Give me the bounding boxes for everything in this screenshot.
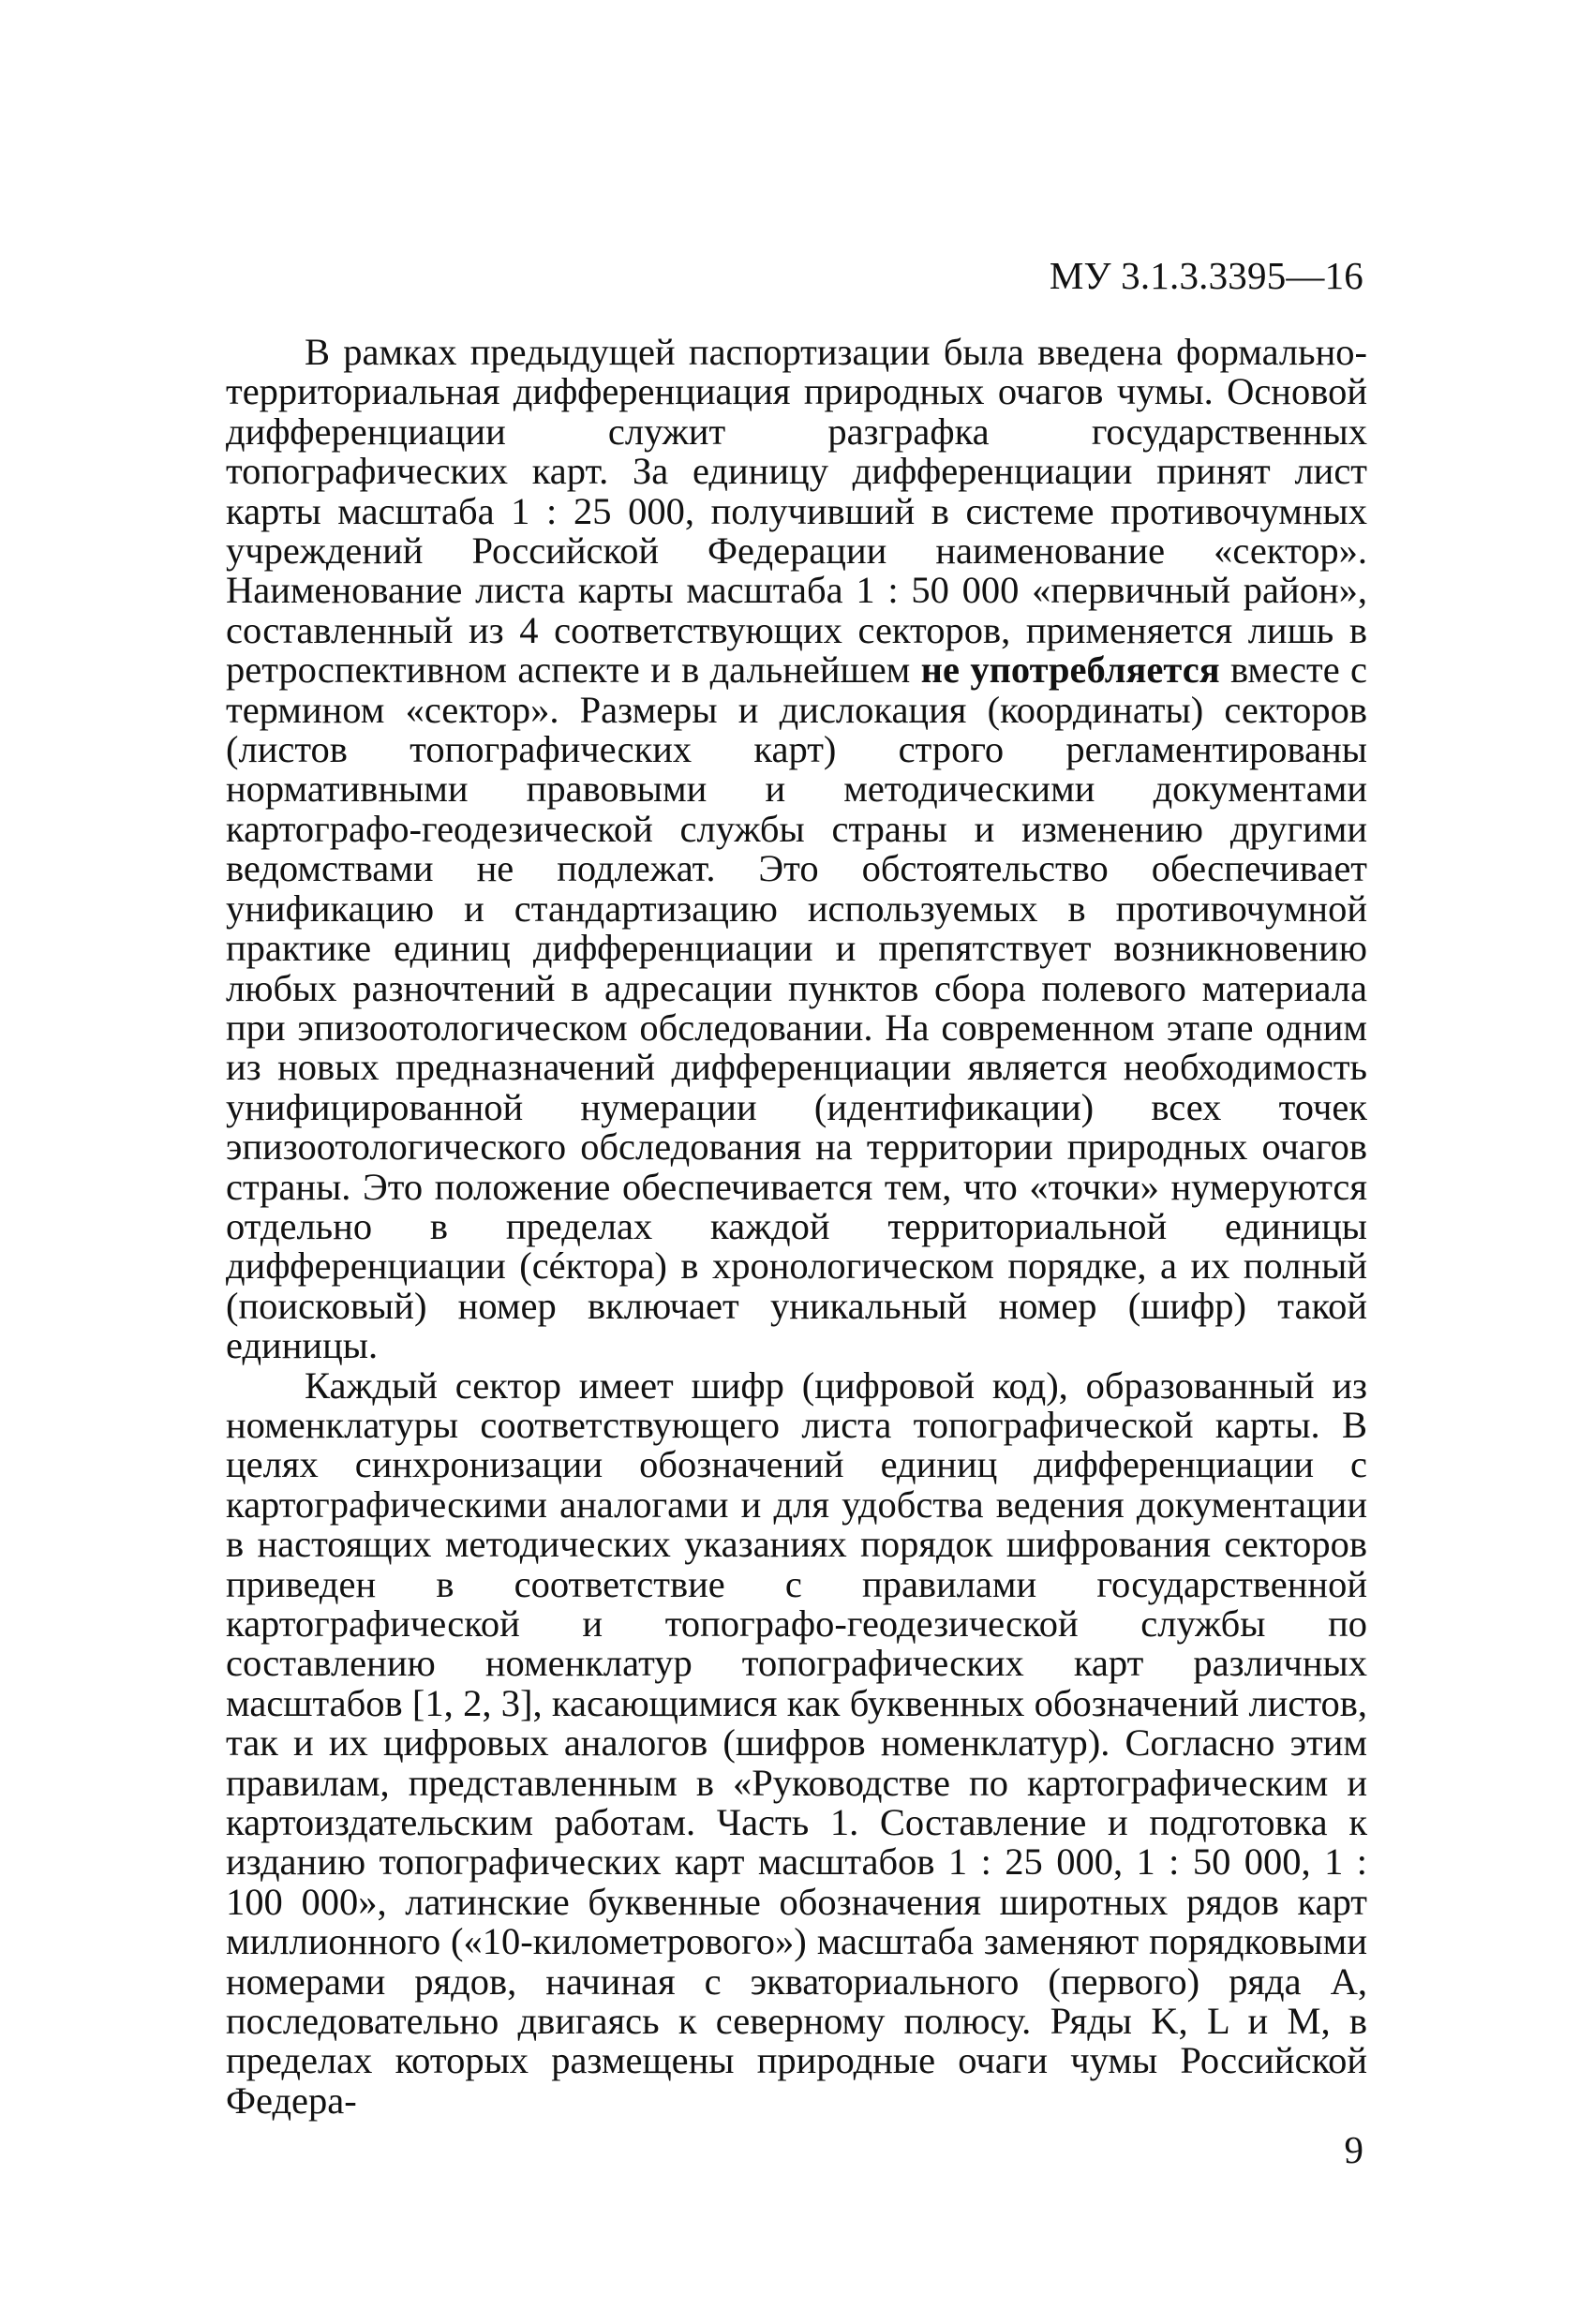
page-number: 9 <box>1344 2128 1363 2171</box>
document-code: МУ 3.1.3.3395—16 <box>1049 254 1363 297</box>
paragraph-1 <box>226 333 1367 1366</box>
paragraph-1-bold-phrase: не употребляется <box>920 648 1220 692</box>
paragraph-1-text-start: В рамках предыдущей паспортизации была введена формально-территориальная дифференциация природных очагов чумы. Основой дифференциации служит разграфка государственных топографических карт. За единицу дифференциации принят лист карты масштаба 1 : 25 000, получивший в системе противочумных учреждений Российской Федерации наименование «сектор». Наименование листа карты масштаба 1 : 50 000 «первичный район», составленный из 4 соответствующих секторов, применяется лишь в ретроспективном аспекте и в дальнейшем <box>226 331 1367 692</box>
body-text <box>226 333 1367 2121</box>
paragraph-1-text-end: вместе с термином «сектор». Размеры и дислокация (координаты) секторов (листов топографических карт) строго регламентированы нормативными правовыми и методическими документами картографо-геодезической службы страны и изменению другими ведомствами не подлежат. Это обстоятельство обеспечивает унификацию и стандартизацию используемых в противочумной практике единиц дифференциации и препятствует возникновению любых разночтений в адресации пунктов сбора полевого материала при эпизоотологическом обследовании. На современном этапе одним из новых предназначений дифференциации является необходимость унифицированной нумерации (идентификации) всех точек эпизоотологического обследования на территории природных очагов страны. Это положение обеспечивается тем, что «точки» нумеруются отдельно в пределах каждой территориальной единицы дифференциации (сéктора) в хронологическом порядке, а их полный (поисковый) номер включает уникальный номер (шифр) такой единицы. <box>226 648 1368 1367</box>
paragraph-2: Каждый сектор имеет шифр (цифровой код), образованный из номенклатуры соответствующего листа топографической карты. В целях синхронизации обозначений единиц дифференциации с картографическими аналогами и для удобства ведения документации в настоящих методических указаниях порядок шифрования секторов приведен в соответствие с правилами государственной картографической и топографо-геодезической службы по составлению номенклатур топографических карт различных масштабов [1, 2, 3], касающимися как буквенных обозначений листов, так и их цифровых аналогов (шифров номенклатур). Согласно этим правилам, представленным в «Руководстве по картографическим и картоиздательским работам. Часть 1. Составление и подготовка к изданию топографических карт масштабов 1 : 25 000, 1 : 50 000, 1 : 100 000», латинские буквенные обозначения широтных рядов карт миллионного («10-километрового») масштаба заменяют порядковыми номерами рядов, начиная с экваториального (первого) ряда А, последовательно двигаясь к северному полюсу. Ряды K, L и M, в пределах которых размещены природные очаги чумы Российской Федера- <box>226 1363 1367 2122</box>
